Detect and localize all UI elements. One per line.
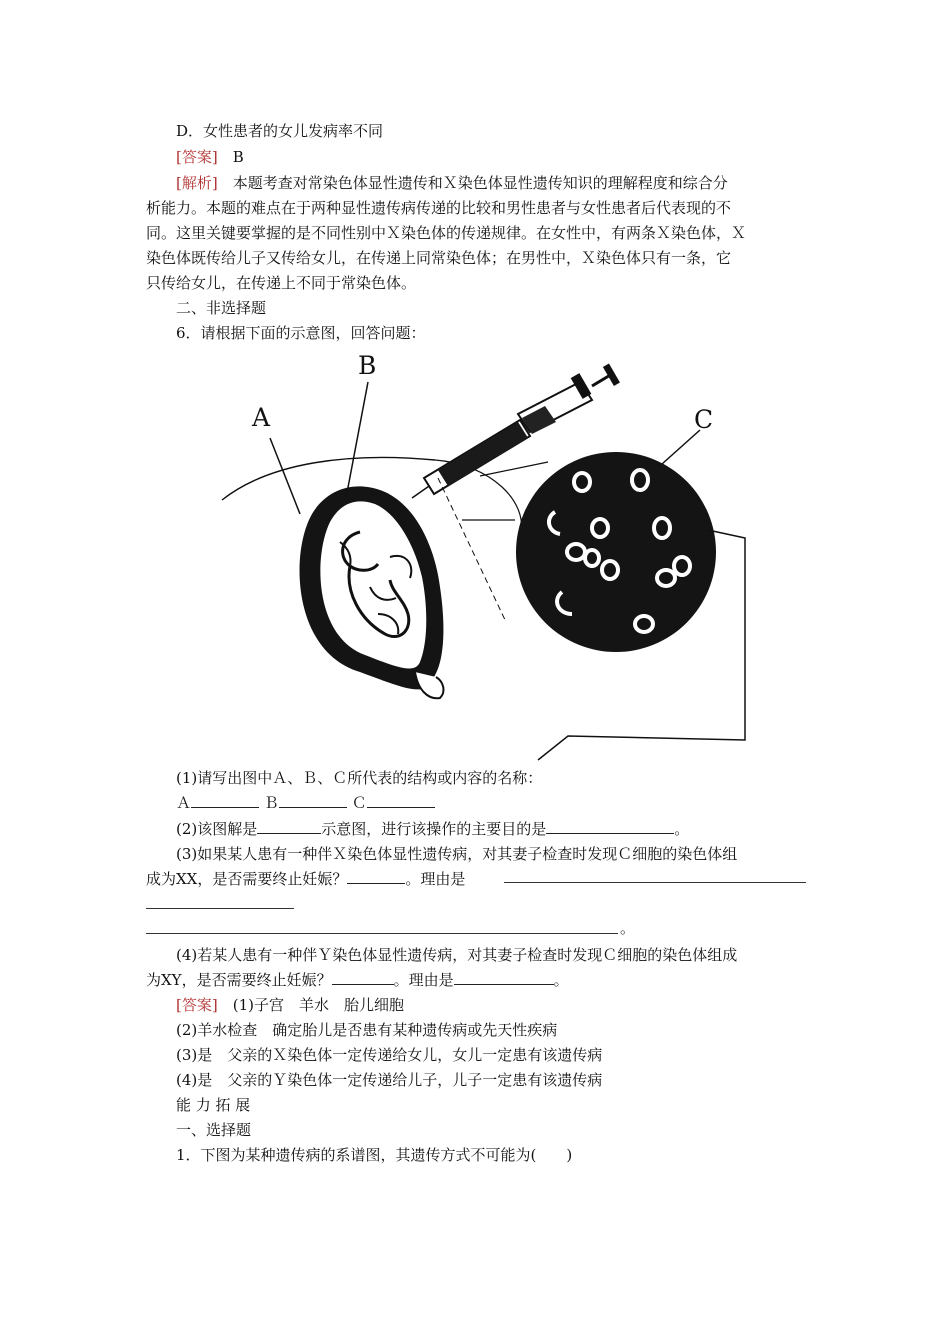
q6-4-text-1: 为XY，是否需要终止妊娠？ [146,971,332,989]
q6-2-text-3: 。 [674,820,690,838]
q6-part-3-line-2 [146,868,465,890]
figure-label-a: A [252,403,271,432]
blank-c-label: Ｃ [351,794,367,812]
analysis-line-2: 析能力。本题的难点在于两种显性遗传病传递的比较和男性患者与女性患者后代表现的不 [146,199,732,217]
analysis-tag: [解析] [176,174,218,192]
blank-reason-3b[interactable] [146,908,294,909]
answer-2-part-1: (1)子宫 羊水 胎儿细胞 [232,996,404,1014]
blank-a[interactable] [191,792,259,808]
amniocentesis-diagram [200,352,760,764]
blank-purpose[interactable] [546,818,674,834]
answer-2-part-2: (2)羊水检查 确定胎儿是否患有某种遗传病或先天性疾病 [176,1021,558,1039]
q6-4-text-2: 。理由是 [393,971,454,989]
q6-part-1-blanks [176,792,435,814]
q6-3-end: 。 [620,919,636,937]
analysis-text: 本题考查对常染色体显性遗传和Ｘ染色体显性遗传知识的理解程度和综合分 [232,174,728,192]
option-d: D．女性患者的女儿发病率不同 [176,122,384,140]
blank-reason-3a[interactable] [504,882,806,883]
q6-3-text-2: 。理由是 [405,870,466,888]
figure-label-b: B [358,352,377,380]
uterus [300,486,444,698]
question-1: 1．下图为某种遗传病的系谱图，其遗传方式不可能为( ) [176,1146,573,1164]
answer-2-line-1 [176,994,404,1016]
ability-heading: 能 力 拓 展 [176,1096,251,1114]
q6-part-4-line-2 [146,969,569,991]
q6-2-text-2: 示意图，进行该操作的主要目的是 [321,820,547,838]
q6-2-text-1: (2)该图解是 [176,820,258,838]
answer-2-part-3: (3)是 父亲的Ｘ染色体一定传递给女儿，女儿一定患有该遗传病 [176,1046,603,1064]
blank-c[interactable] [367,792,435,808]
q6-part-4-line-1: (4)若某人患有一种伴Ｙ染色体显性遗传病，对其妻子检查时发现Ｃ细胞的染色体组成 [176,946,738,964]
section-heading-nonchoice: 二、非选择题 [176,299,267,317]
blank-terminate-3[interactable] [347,868,405,884]
blank-a-label: Ａ [176,794,192,812]
analysis-line-3: 同。这里关键要掌握的是不同性别中Ｘ染色体的传递规律。在女性中，有两条Ｘ染色体，Ｘ [146,224,747,242]
blank-b-label: Ｂ [263,794,279,812]
q6-part-3-line-1: (3)如果某人患有一种伴Ｘ染色体显性遗传病，对其妻子检查时发现Ｃ细胞的染色体组 [176,845,738,863]
answer-2-tag: [答案] [176,996,218,1014]
analysis-line-1 [176,172,728,194]
question-6: 6．请根据下面的示意图，回答问题： [176,324,426,342]
blank-terminate-4[interactable] [332,969,394,985]
blank-reason-4[interactable] [454,969,554,985]
figure-label-c: C [694,405,714,434]
blank-b[interactable] [279,792,347,808]
answer-2-part-4: (4)是 父亲的Ｙ染色体一定传递给儿子，儿子一定患有该遗传病 [176,1071,603,1089]
answer-1 [176,146,244,168]
q6-part-2 [176,818,689,840]
blank-diagram-name[interactable] [257,818,321,834]
answer-tag: [答案] [176,148,218,166]
section-heading-choice: 一、选择题 [176,1121,252,1139]
q6-4-end: 。 [553,971,569,989]
answer-value: B [232,148,244,166]
analysis-line-4: 染色体既传给儿子又传给女儿，在传递上同常染色体；在男性中，Ｘ染色体只有一条，它 [146,249,732,267]
fetal-cells-circle [516,452,716,652]
q6-part-1: (1)请写出图中Ａ、Ｂ、Ｃ所代表的结构或内容的名称： [176,769,543,787]
analysis-line-5: 只传给女儿，在传递上不同于常染色体。 [146,274,417,292]
q6-3-text-1: 成为XX，是否需要终止妊娠？ [146,870,348,888]
blank-reason-3c[interactable] [146,933,618,934]
